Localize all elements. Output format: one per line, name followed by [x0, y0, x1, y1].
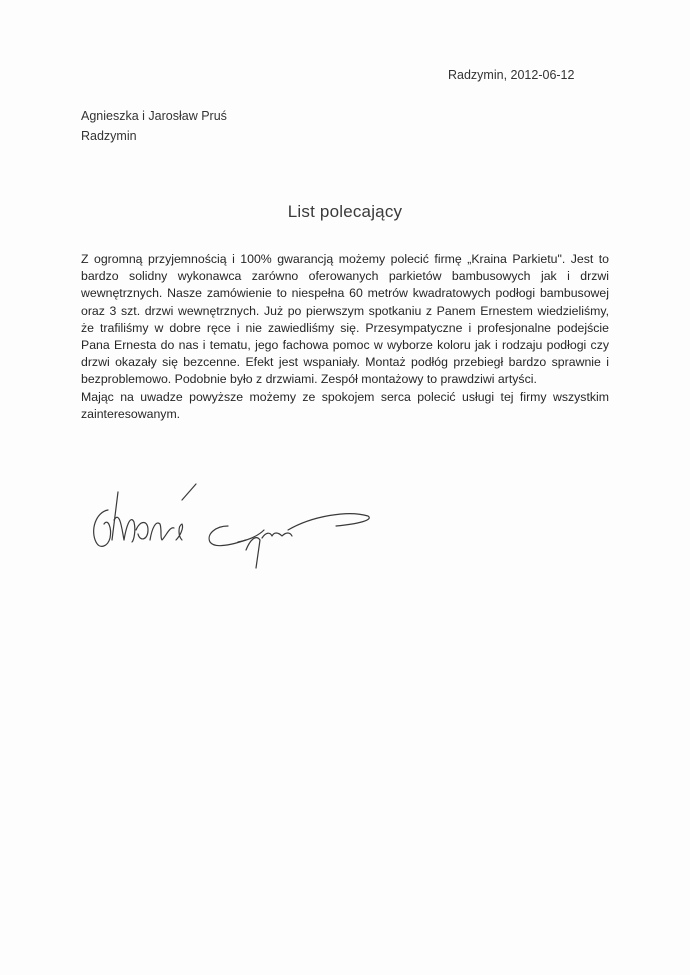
sender-block	[81, 106, 227, 146]
place-date: Radzymin, 2012-06-12	[448, 68, 575, 82]
sender-city: Radzymin	[81, 129, 137, 143]
handwritten-signatures	[78, 480, 378, 580]
letter-title: List polecający	[287, 202, 403, 221]
letter-body	[81, 251, 609, 423]
sender-name: Agnieszka i Jarosław Pruś	[81, 109, 227, 123]
signature-2	[209, 514, 369, 568]
body-paragraph: Mając na uwadze powyższe możemy ze spokojem serca polecić usługi tej firmy wszystkim zainteresowanym.	[81, 389, 609, 421]
signature-1	[94, 484, 196, 546]
body-paragraph: Z ogromną przyjemnością i 100% gwarancją możemy polecić firmę „Kraina Parkietu". Jest to bardzo solidny wykonawca zarówno oferowanych parkietów bambusowych jak i drzwi wewnętrznych. Nasze zamówienie to niespełna 60 metrów kwadratowych podłogi bambusowej oraz 3 szt. drzwi wewnętrznych. Już po pierwszym spotkaniu z Panem Ernestem wiedzieliśmy, że trafiliśmy w dobre ręce i nie zawiedliśmy się. Przesympatyczne i profesjonalne podejście Pana Ernesta do nas i tematu, jego fachowa pomoc w wyborze koloru jak i rodzaju podłogi czy drzwi okazały się bezcenne. Efekt jest wspaniały. Montaż podłóg przebiegł bardzo sprawnie i bezproblemowo. Podobnie było z drzwiami. Zespół montażowy to prawdziwi artyści.	[81, 252, 609, 387]
